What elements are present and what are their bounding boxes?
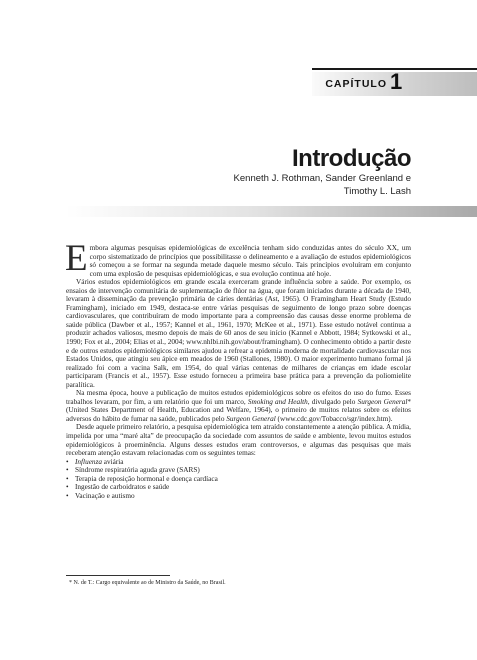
list-item-italic: Influenza	[75, 457, 102, 466]
paragraph-3-part-2: , divulgado pelo	[307, 397, 358, 406]
list-item: • Síndrome respiratória aguda grave (SARS)	[66, 466, 411, 475]
chapter-number: 1	[390, 69, 403, 94]
paragraph-3-italic-3: Surgeon General	[226, 414, 276, 423]
drop-cap: E	[65, 238, 88, 279]
paragraph-3-italic-1: Smoking and Health	[247, 397, 308, 406]
paragraph-2: Vários estudos epidemiológicos em grande escala exerceram grande influência sobre a saúde. Por exemplo, os ensaios de intervenção comunitária de suplementação de flúor na água, que foram iniciados durante a década de 1940, levaram à disseminação da prevenção primária de cáries dentárias (Ast, 1965). O Framingham Heart Study (Estudo Framingham), iniciado em 1949, destaca-se entre várias pesquisas de seguimento de longo prazo sobre doenças cardiovasculares, que contribuíram de modo importante para a compreensão das causas desse enorme problema de saúde pública (Dawber et al., 1957; Kannel et al., 1961, 1970; McKee et al., 1971). Esse estudo notável continua a produzir achados valiosos, mesmo depois de mais de 60 anos de seu início (Kannel e Abbott, 1984; Sytkowski et al., 1990; Fox et al., 2004; Elias et al., 2004; www.nhlbi.nih.gov/about/framingham). O conhecimento obtido a partir deste e de outros estudos epidemiológicos similares ajudou a refrear a epidemia moderna de mortalidade cardiovascular nos Estados Unidos, que atingiu seu ápice em meados de 1960 (Stallones, 1980). O maior experimento humano formal já realizado foi com a vacina Salk, em 1954, do qual várias centenas de milhares de crianças em idade escolar participaram (Francis et al., 1957). Esse estudo forneceu a primeira base prática para a prevenção da poliomielite paralítica.	[66, 278, 411, 389]
list-item: • Terapia de reposição hormonal e doença cardíaca	[66, 475, 411, 484]
paragraph-3	[66, 389, 411, 423]
list-item: • Vacinação e autismo	[66, 492, 411, 501]
chapter-title: Introdução	[292, 145, 411, 172]
list-item: • Ingestão de carboidratos e saúde	[66, 483, 411, 492]
footnote: * N. de T.: Cargo equivalente ao de Ministro da Saúde, no Brasil.	[69, 580, 226, 586]
topics-list	[66, 458, 411, 501]
list-item	[66, 458, 411, 467]
footnote-rule	[66, 575, 170, 576]
paragraph-3-part-3: * (United States Department of Health, Education and Welfare, 1964), o primeiro de muitos relatos sobre os efeitos adversos do hábito de fumar na saúde, publicados pelo	[66, 397, 412, 423]
paragraph-3-part-1: Na mesma época, houve a publicação de muitos estudos epidemiológicos sobre os efeitos do uso do fumo. Esses trabalhos levaram, por fim, a um relatório que foi um marco,	[66, 389, 411, 406]
body-text	[65, 238, 412, 500]
authors-line-2: Timothy L. Lash	[343, 185, 411, 197]
paragraph-3-italic-2: Surgeon General	[357, 397, 408, 406]
paragraph-3-part-4: (www.cdc.gov/Tobacco/sgr/index.htm).	[275, 414, 393, 423]
title-divider-bar	[66, 206, 477, 217]
paragraph-1	[65, 238, 411, 279]
paragraph-4: Desde aquele primeiro relatório, a pesquisa epidemiológica tem atraído constantemente a atenção pública. A mídia, impelida por uma “maré alta” de preocupação da sociedade com assuntos de saúde e ambiente, levou muitos estudos epidemiológicos à proeminência. Alguns desses estudos eram controversos, e algumas das pesquisas que mais receberam atenção estavam relacionadas com os seguintes temas:	[66, 423, 411, 458]
paragraph-1-text: mbora algumas pesquisas epidemiológicas de excelência tenham sido conduzidas antes do século XX, um corpo sistematizado de princípios que possibilitasse o delineamento e a avaliação de estudos epidemiológicos só começou a se formar na segunda metade daquele mesmo século. Tais princípios evoluíram em conjunto com uma explosão de pesquisas epidemiológicas, e sua evolução continua até hoje.	[89, 244, 411, 278]
chapter-header	[312, 68, 477, 96]
list-item-text: aviária	[101, 457, 124, 466]
chapter-label: CAPÍTULO	[325, 78, 387, 90]
authors-line-1: Kenneth J. Rothman, Sander Greenland e	[233, 173, 411, 184]
authors	[234, 173, 411, 198]
